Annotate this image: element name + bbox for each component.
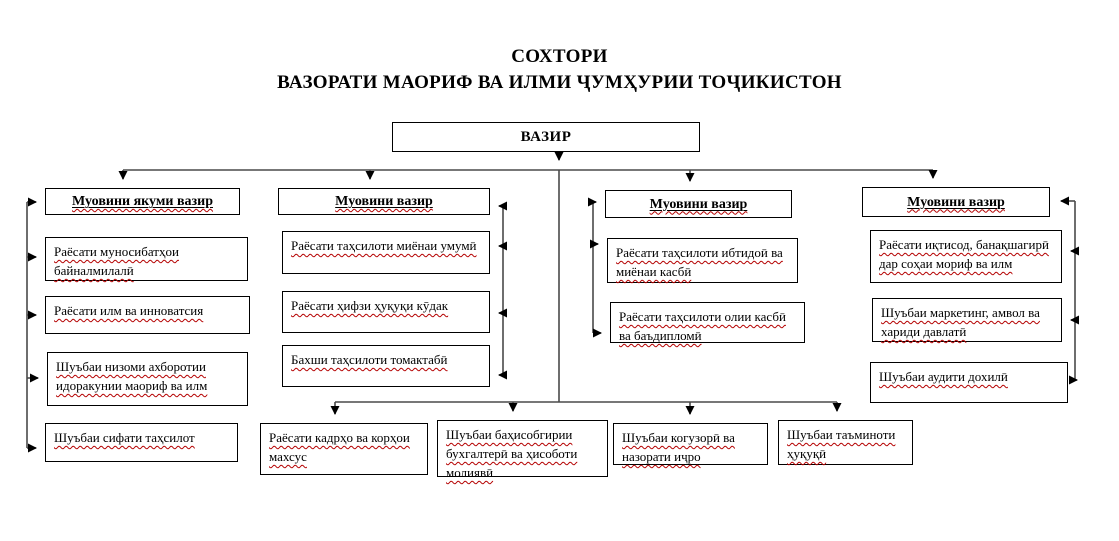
box-dept-child-rights	[282, 291, 490, 333]
chart-title	[0, 44, 1119, 96]
box-dept-international-relations-label: Раёсати муносибатҳои байналмилалӣ	[54, 244, 179, 278]
box-dept-science-innovation-label: Раёсати илм ва инноватсия	[54, 303, 204, 318]
box-dept-education-quality-label: Шуъбаи сифати таҳсилот	[54, 430, 195, 445]
box-dept-records-execution-label: Шуъбаи когузорӣ ва назорати иҷро	[622, 430, 735, 464]
box-dept-records-execution	[613, 423, 768, 465]
box-dept-preschool-label: Бахши таҳсилоти томактабӣ	[291, 352, 448, 367]
box-dept-personnel-special	[260, 423, 428, 475]
box-dept-economy-planning-label: Раёсати иқтисод, банақшагирӣ дар соҳаи мориф ва илм	[879, 237, 1049, 271]
box-deputy-2	[278, 188, 490, 215]
box-dept-primary-vocational	[607, 238, 798, 283]
box-dept-marketing-procurement	[872, 298, 1062, 342]
box-dept-higher-postgraduate-label: Раёсати таҳсилоти олии касбӣ ва баъдипломӣ	[619, 309, 786, 343]
box-dept-personnel-special-label: Раёсати кадрҳо ва корҳои махсус	[269, 430, 410, 464]
box-deputy-3-label: Муовини вазир	[649, 196, 748, 212]
box-dept-secondary-general	[282, 231, 490, 274]
box-dept-economy-planning	[870, 230, 1062, 283]
box-deputy-first	[45, 188, 240, 215]
box-dept-legal-support-label: Шуъбаи таъминоти ҳуқуқӣ	[787, 427, 896, 461]
box-dept-preschool	[282, 345, 490, 387]
box-dept-international-relations	[45, 237, 248, 281]
box-dept-internal-audit-label: Шуъбаи аудити дохилӣ	[879, 369, 1008, 384]
box-dept-accounting-finance-label: Шуъбаи баҳисобгирии бухгалтерӣ ва ҳисоботи молиявӣ	[446, 427, 578, 480]
chart-title-line1: СОХТОРИ	[511, 46, 608, 67]
box-dept-internal-audit	[870, 362, 1068, 403]
box-dept-primary-vocational-label: Раёсати таҳсилоти ибтидоӣ ва миёнаи касбӣ	[616, 245, 783, 279]
box-deputy-3	[605, 190, 792, 218]
box-dept-higher-postgraduate	[610, 302, 805, 343]
box-minister	[392, 122, 700, 152]
box-dept-secondary-general-label: Раёсати таҳсилоти миёнаи умумӣ	[291, 238, 477, 253]
box-deputy-4	[862, 187, 1050, 217]
box-dept-accounting-finance	[437, 420, 608, 480]
box-dept-science-innovation	[45, 296, 250, 334]
box-dept-information-systems-label: Шуъбаи низоми ахборотии идоракунии маориф ва илм	[56, 359, 208, 393]
box-deputy-first-label: Муовини якуми вазир	[72, 194, 213, 209]
box-dept-child-rights-label: Раёсати ҳифзи ҳуқуқи кӯдак	[291, 298, 449, 313]
box-dept-legal-support	[778, 420, 913, 465]
box-deputy-2-label: Муовини вазир	[335, 194, 433, 209]
box-dept-education-quality	[45, 423, 238, 462]
box-deputy-4-label: Муовини вазир	[907, 194, 1005, 210]
box-minister-label: ВАЗИР	[520, 128, 572, 145]
box-dept-information-systems	[47, 352, 248, 406]
box-dept-marketing-procurement-label: Шуъбаи маркетинг, амвол ва хариди давлатӣ	[881, 305, 1040, 339]
chart-title-line2: ВАЗОРАТИ МАОРИФ ВА ИЛМИ ҶУМҲУРИИ ТОҶИКИСТОН	[277, 72, 842, 93]
